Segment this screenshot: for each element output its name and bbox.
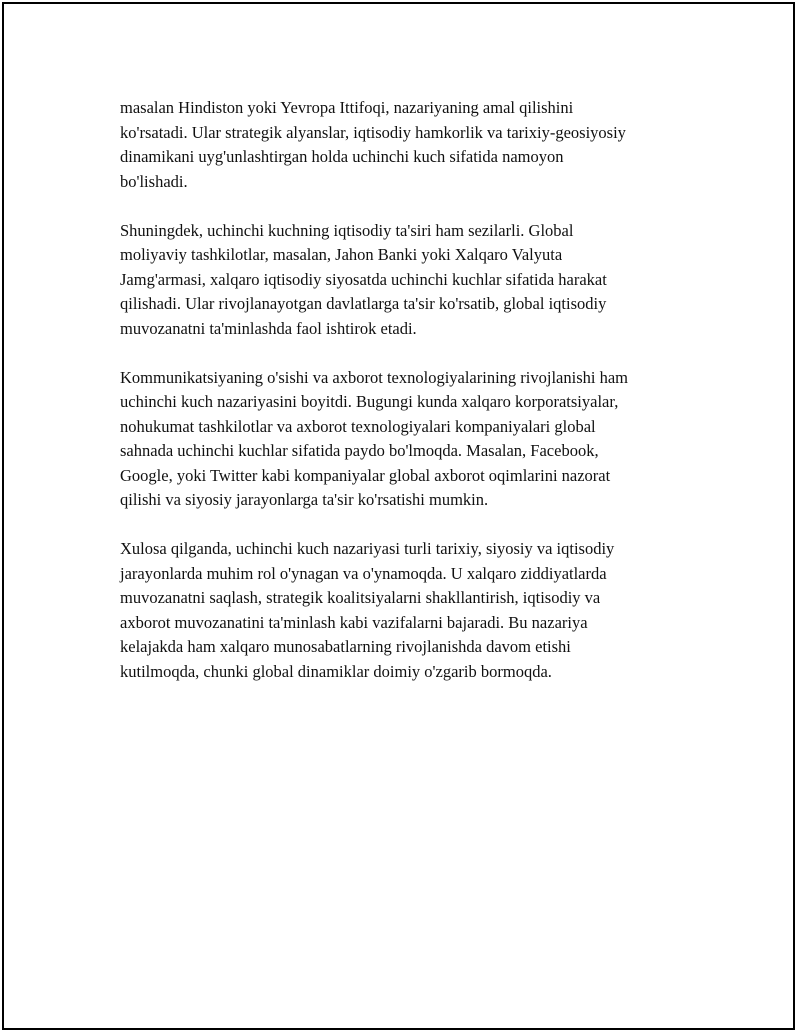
document-page [2, 2, 795, 1030]
text-line: Xulosa qilganda, uchinchi kuch nazariyasi turli tarixiy, siyosiy va iqtisodiy [120, 539, 615, 558]
text-line: nohukumat tashkilotlar va axborot texnologiyalari kompaniyalari global [120, 416, 596, 436]
text-line: qilishi va siyosiy jarayonlarga ta'sir ko'rsatishi mumkin. [120, 490, 489, 509]
text-line: Shuningdek, uchinchi kuchning iqtisodiy ta'siri ham sezilarli. Global [120, 220, 574, 240]
text-line: Jamg'armasi, xalqaro iqtisodiy siyosatda uchinchi kuchlar sifatida harakat [120, 269, 607, 289]
document-body [120, 96, 695, 709]
paragraph-1 [120, 96, 695, 194]
text-line: ko'rsatadi. Ular strategik alyanslar, iqtisodiy hamkorlik va tarixiy-geosiyosiy [120, 122, 626, 142]
text-line: uchinchi kuch nazariyasini boyitdi. Bugungi kunda xalqaro korporatsiyalar, [120, 392, 619, 411]
text-line: Google, yoki Twitter kabi kompaniyalar global axborot oqimlarini nazorat [120, 465, 611, 485]
text-line: Kommunikatsiyaning o'sishi va axborot texnologiyalarining rivojlanishi ham [120, 367, 628, 387]
text-line: qilishadi. Ular rivojlanayotgan davlatlarga ta'sir ko'rsatib, global iqtisodiy [120, 294, 607, 313]
text-line: masalan Hindiston yoki Yevropa Ittifoqi, nazariyaning amal qilishini [120, 98, 574, 117]
text-line: jarayonlarda muhim rol o'ynagan va o'ynamoqda. U xalqaro ziddiyatlarda [120, 563, 607, 583]
text-line: dinamikani uyg'unlashtirgan holda uchinchi kuch sifatida namoyon [120, 147, 564, 166]
text-line: moliyaviy tashkilotlar, masalan, Jahon Banki yoki Xalqaro Valyuta [120, 245, 563, 264]
text-line: muvozanatni ta'minlashda faol ishtirok etadi. [120, 318, 417, 338]
text-line: sahnada uchinchi kuchlar sifatida paydo bo'lmoqda. Masalan, Facebook, [120, 441, 599, 460]
text-line: muvozanatni saqlash, strategik koalitsiyalarni shakllantirish, iqtisodiy va [120, 588, 601, 607]
paragraph-4 [120, 537, 695, 684]
paragraph-3 [120, 366, 695, 513]
text-line: axborot muvozanatini ta'minlash kabi vazifalarni bajaradi. Bu nazariya [120, 612, 588, 632]
text-line: kelajakda ham xalqaro munosabatlarning rivojlanishda davom etishi [120, 637, 571, 656]
text-line: bo'lishadi. [120, 171, 188, 191]
paragraph-2 [120, 219, 695, 342]
text-line: kutilmoqda, chunki global dinamiklar doimiy o'zgarib bormoqda. [120, 661, 552, 681]
